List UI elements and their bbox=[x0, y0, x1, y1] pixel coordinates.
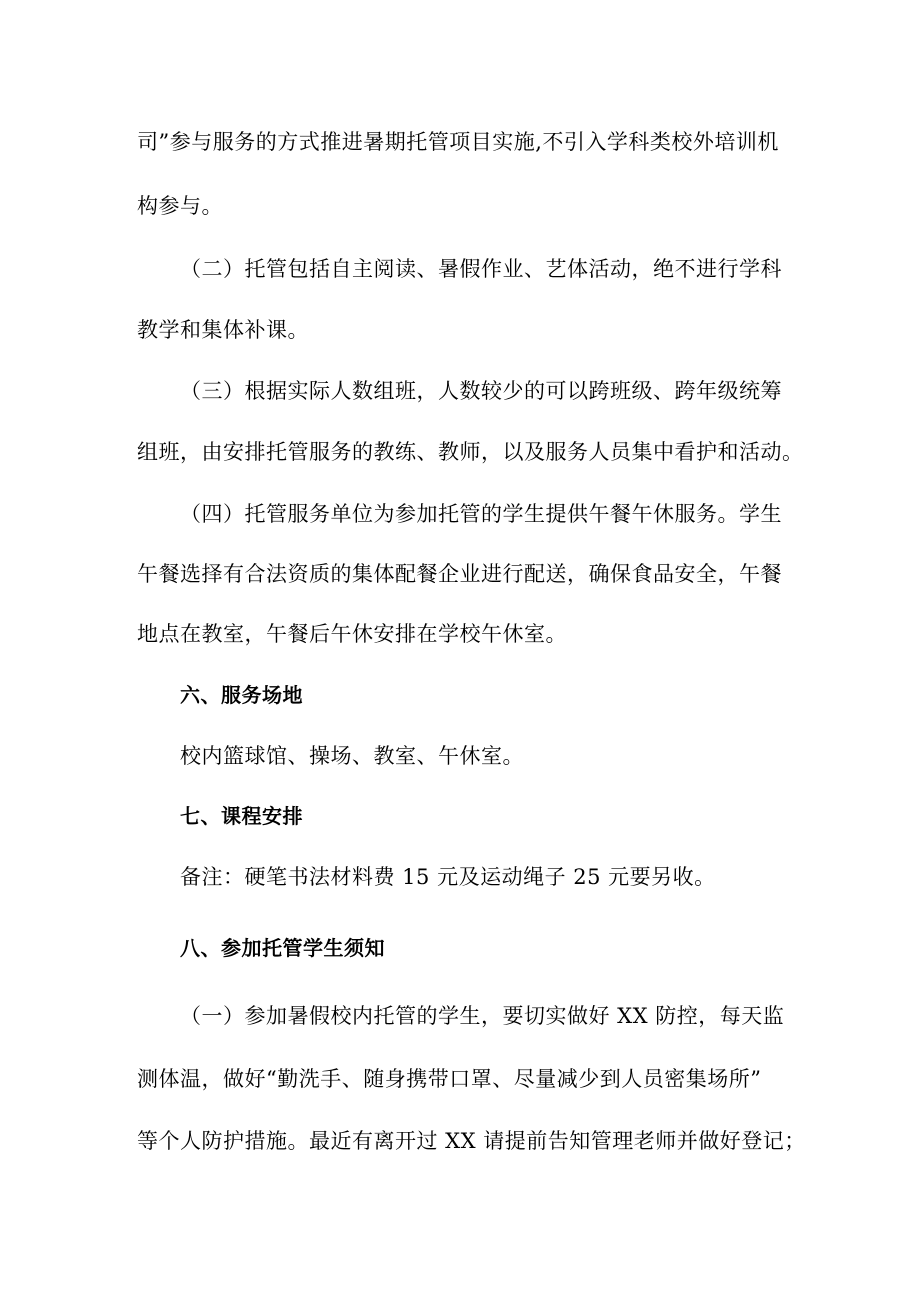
paragraph-item-4-line: （四）托管服务单位为参加托管的学生提供午餐午休服务。学生 bbox=[180, 502, 782, 526]
body-text-line: 组班，由安排托管服务的教练、教师，以及服务人员集中看护和活动。 bbox=[137, 440, 804, 464]
body-text-line: 构参与。 bbox=[137, 194, 223, 218]
section-heading-notice: 八、参加托管学生须知 bbox=[180, 936, 385, 960]
body-text-line: 地点在教室，午餐后午休安排在学校午休室。 bbox=[137, 622, 567, 646]
body-text-line: 测体温，做好“勤洗手、随身携带口罩、尽量减少到人员密集场所” bbox=[137, 1067, 762, 1091]
body-text-line: 司”参与服务的方式推进暑期托管项目实施,不引入学科类校外培训机 bbox=[137, 130, 779, 154]
paragraph-item-3-line: （三）根据实际人数组班，人数较少的可以跨班级、跨年级统筹 bbox=[180, 379, 782, 403]
body-text-line: 午餐选择有合法资质的集体配餐企业进行配送，确保食品安全，午餐 bbox=[137, 562, 782, 586]
body-text-line: 等个人防护措施。最近有离开过 XX 请提前告知管理老师并做好登记； bbox=[137, 1129, 806, 1153]
section-heading-venue: 六、服务场地 bbox=[180, 683, 303, 707]
paragraph-item-2-line: （二）托管包括自主阅读、暑假作业、艺体活动，绝不进行学科 bbox=[180, 257, 782, 281]
venue-text: 校内篮球馆、操场、教室、午休室。 bbox=[180, 744, 524, 768]
body-text-line: 教学和集体补课。 bbox=[137, 318, 309, 342]
notice-item-1-line: （一）参加暑假校内托管的学生，要切实做好 XX 防控，每天监 bbox=[180, 1004, 785, 1028]
section-heading-schedule: 七、课程安排 bbox=[180, 804, 303, 828]
schedule-note: 备注：硬笔书法材料费 15 元及运动绳子 25 元要另收。 bbox=[180, 865, 716, 889]
